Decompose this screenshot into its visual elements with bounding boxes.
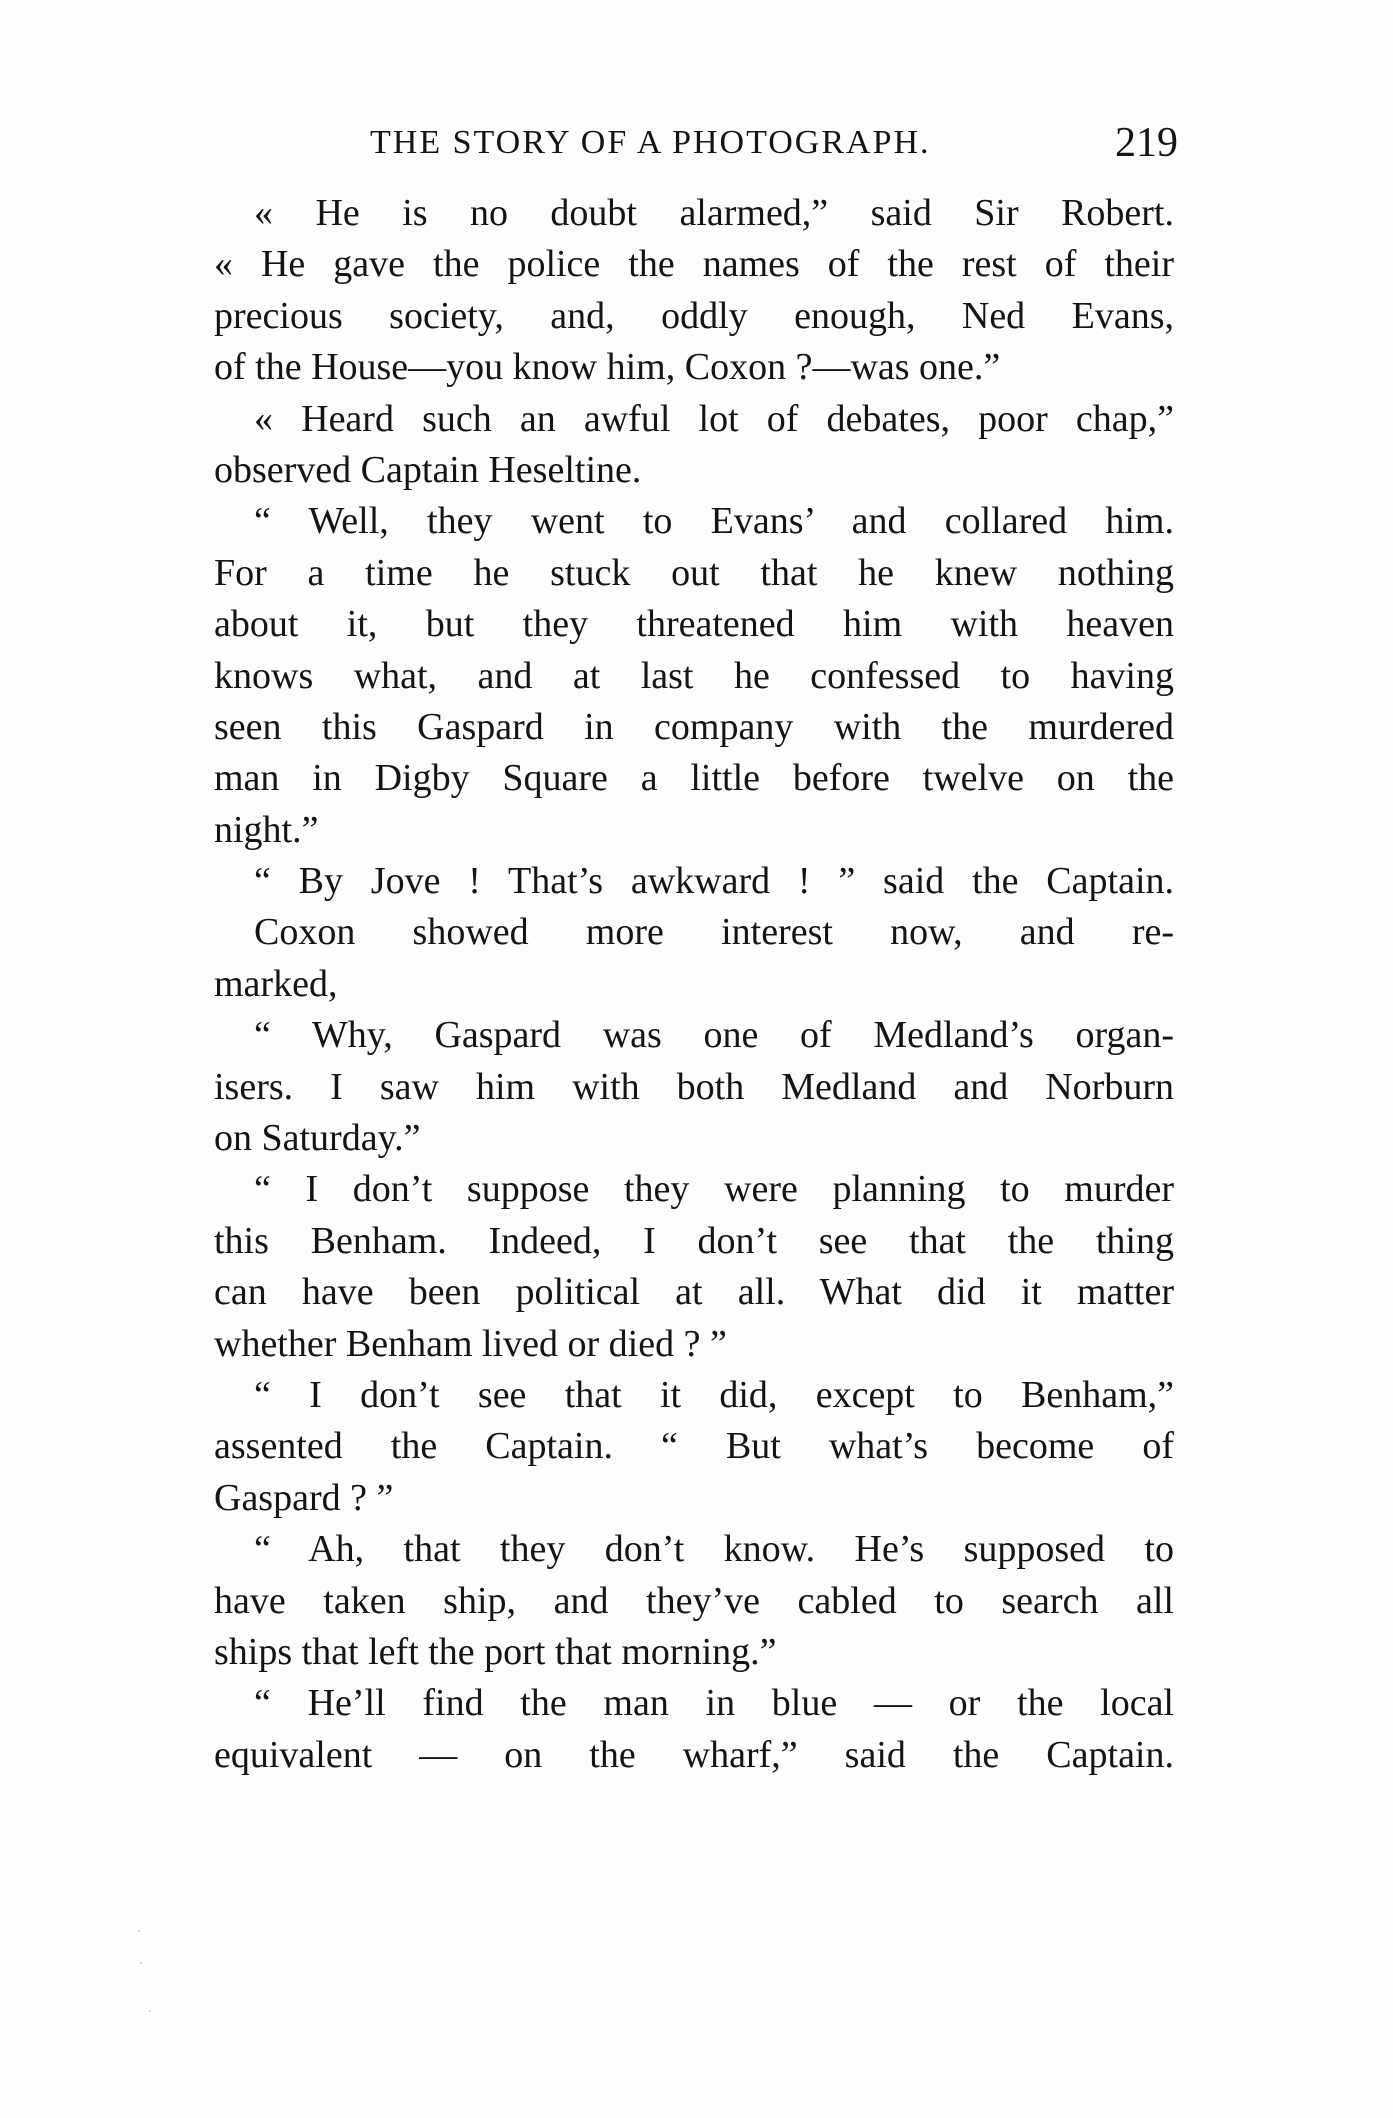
- paper-speck: [138, 1930, 140, 1932]
- paper-speck: [149, 2010, 151, 2012]
- text-line: “ By Jove ! That’s awkward ! ” said the Captain.: [254, 860, 1174, 903]
- text-line: man in Digby Square a little before twelve on the: [214, 757, 1174, 800]
- text-line: equivalent — on the wharf,” said the Captain.: [214, 1733, 1174, 1776]
- text-line: « He is no doubt alarmed,” said Sir Robert.: [254, 192, 1174, 234]
- text-line: “ I don’t suppose they were planning to murder: [254, 1168, 1174, 1211]
- text-line: can have been political at all. What did it matter: [214, 1271, 1174, 1314]
- text-line: whether Benham lived or died ? ”: [214, 1322, 727, 1365]
- text-line: “ Ah, that they don’t know. He’s supposed to: [254, 1528, 1174, 1571]
- text-line: night.”: [214, 808, 319, 851]
- text-line: assented the Captain. “ But what’s become of: [214, 1425, 1174, 1468]
- text-line: For a time he stuck out that he knew nothing: [214, 551, 1174, 594]
- text-line: knows what, and at last he confessed to having: [214, 654, 1174, 697]
- text-line: of the House—you know him, Coxon ?—was one.”: [214, 346, 1001, 389]
- text-line: marked,: [214, 962, 338, 1005]
- text-line: ships that left the port that morning.”: [214, 1630, 777, 1673]
- text-line: « Heard such an awful lot of debates, poor chap,”: [254, 397, 1174, 440]
- text-line: precious society, and, oddly enough, Ned Evans,: [214, 294, 1174, 337]
- text-line: on Saturday.”: [214, 1117, 421, 1160]
- text-line: Gaspard ? ”: [214, 1476, 394, 1519]
- text-line: about it, but they threatened him with heaven: [214, 603, 1174, 646]
- text-line: this Benham. Indeed, I don’t see that the thing: [214, 1219, 1174, 1262]
- text-line: have taken ship, and they’ve cabled to search all: [214, 1579, 1174, 1622]
- page-header: [370, 118, 1178, 168]
- body-text: [214, 188, 1174, 1781]
- text-line: isers. I saw him with both Medland and Norburn: [214, 1065, 1174, 1108]
- text-line: “ Well, they went to Evans’ and collared him.: [254, 500, 1174, 543]
- text-line: Coxon showed more interest now, and re-: [254, 911, 1174, 954]
- text-line: seen this Gaspard in company with the murdered: [214, 705, 1174, 748]
- paper-speck: [140, 1962, 142, 1964]
- text-line: observed Captain Heseltine.: [214, 448, 642, 491]
- text-line: “ Why, Gaspard was one of Medland’s organ-: [254, 1014, 1174, 1057]
- text-line: “ I don’t see that it did, except to Benham,”: [254, 1373, 1174, 1416]
- text-line: « He gave the police the names of the rest of their: [214, 243, 1174, 286]
- running-title: THE STORY OF A PHOTOGRAPH.: [370, 124, 931, 161]
- page-number: 219: [1115, 120, 1178, 166]
- text-line: “ He’ll find the man in blue — or the local: [254, 1682, 1174, 1725]
